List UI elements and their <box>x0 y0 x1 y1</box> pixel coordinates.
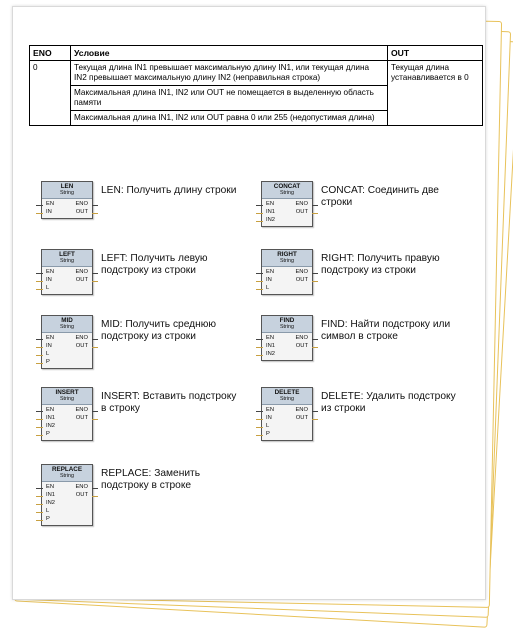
block-header <box>262 250 312 267</box>
output-wire <box>92 213 98 214</box>
condition-cell: Максимальная длина IN1, IN2 или OUT не помещается в выделенную область памяти <box>71 86 388 111</box>
input-wire <box>256 221 263 222</box>
header-out: OUT <box>388 46 483 61</box>
input-pin-label: IN1 <box>266 209 276 215</box>
block-type: String <box>279 190 295 196</box>
output-wire <box>312 205 318 206</box>
function-block <box>261 315 313 361</box>
input-wire <box>36 339 43 340</box>
input-pin-label: IN1 <box>46 415 56 421</box>
output-pin-label: ENO <box>75 335 88 341</box>
output-wire <box>312 419 318 420</box>
table-header-row <box>30 46 483 61</box>
input-pin-label: L <box>46 285 50 291</box>
condition-cell: Максимальная длина IN1, IN2 или OUT равна 0 или 255 (недопустимая длина) <box>71 111 388 126</box>
input-wire <box>36 520 43 521</box>
output-pin-label: ENO <box>295 407 308 413</box>
input-wire <box>36 435 43 436</box>
block-header <box>42 465 92 482</box>
block-name: FIND <box>279 317 295 324</box>
header-eno: ENO <box>30 46 71 61</box>
instruction-description: DELETE: Удалить подстроку из строки <box>321 391 456 414</box>
input-wire <box>256 205 263 206</box>
document-page <box>12 6 486 600</box>
function-block <box>41 387 93 441</box>
output-pin-label: OUT <box>75 209 88 215</box>
block-type: String <box>279 258 295 264</box>
input-wire <box>256 273 263 274</box>
input-pin-label: L <box>46 351 50 357</box>
error-conditions-table <box>29 45 483 126</box>
output-pin-label: OUT <box>75 492 88 498</box>
block-header <box>262 388 312 405</box>
input-pin-label: EN <box>46 335 55 341</box>
instruction-description: RIGHT: Получить правую подстроку из строки <box>321 253 440 276</box>
input-wire <box>256 355 263 356</box>
instruction-description: LEN: Получить длину строки <box>101 185 237 196</box>
input-wire <box>256 281 263 282</box>
input-pin-label: EN <box>266 335 275 341</box>
function-block <box>41 464 93 526</box>
output-pin-label: OUT <box>295 277 308 283</box>
input-wire <box>36 281 43 282</box>
output-wire <box>92 411 98 412</box>
input-pin-label: L <box>266 285 270 291</box>
input-wire <box>36 488 43 489</box>
instruction-description: INSERT: Вставить подстроку в строку <box>101 391 237 414</box>
input-pin-label: IN <box>46 343 52 349</box>
output-wire <box>92 281 98 282</box>
output-pin-label: OUT <box>75 277 88 283</box>
output-wire <box>312 411 318 412</box>
input-wire <box>36 427 43 428</box>
output-wire <box>312 281 318 282</box>
block-name: CONCAT <box>273 183 301 190</box>
input-wire <box>36 289 43 290</box>
input-wire <box>256 339 263 340</box>
input-pin-label: EN <box>46 484 55 490</box>
output-pin-label: ENO <box>295 335 308 341</box>
output-pin-label: OUT <box>295 343 308 349</box>
block-name: INSERT <box>55 389 79 396</box>
output-pin-label: OUT <box>75 415 88 421</box>
input-wire <box>36 419 43 420</box>
input-wire <box>36 347 43 348</box>
block-type: String <box>279 396 295 402</box>
function-block <box>41 249 93 295</box>
input-wire <box>256 427 263 428</box>
block-header <box>42 316 92 333</box>
input-wire <box>36 355 43 356</box>
output-wire <box>92 347 98 348</box>
input-wire <box>256 347 263 348</box>
input-pin-label: EN <box>266 201 275 207</box>
input-pin-label: EN <box>46 269 55 275</box>
function-block <box>41 315 93 369</box>
block-name: RIGHT <box>277 251 297 258</box>
output-pin-label: OUT <box>75 343 88 349</box>
output-wire <box>92 205 98 206</box>
output-pin-label: ENO <box>295 201 308 207</box>
input-pin-label: L <box>266 423 270 429</box>
input-wire <box>36 273 43 274</box>
output-wire <box>312 213 318 214</box>
output-wire <box>92 496 98 497</box>
block-type: String <box>59 258 75 264</box>
input-pin-label: EN <box>266 407 275 413</box>
block-name: DELETE <box>274 389 300 396</box>
function-block <box>261 181 313 227</box>
function-block <box>261 249 313 295</box>
instruction-description: REPLACE: Заменить подстроку в строке <box>101 468 200 491</box>
input-pin-label: P <box>266 431 270 437</box>
input-wire <box>256 435 263 436</box>
header-condition: Условие <box>71 46 388 61</box>
block-type: String <box>59 473 75 479</box>
input-pin-label: EN <box>46 201 55 207</box>
input-pin-label: L <box>46 508 50 514</box>
output-pin-label: ENO <box>75 484 88 490</box>
block-name: LEN <box>60 183 74 190</box>
instruction-description: CONCAT: Соединить две строки <box>321 185 439 208</box>
input-pin-label: IN <box>266 277 272 283</box>
output-pin-label: ENO <box>295 269 308 275</box>
input-pin-label: IN2 <box>46 423 56 429</box>
input-pin-label: IN2 <box>266 351 276 357</box>
input-wire <box>36 512 43 513</box>
input-wire <box>36 363 43 364</box>
condition-cell: Текущая длина IN1 превышает максимальную длину IN1, или текущая длина IN2 превышает максимальную длину IN2 (неправильная строка) <box>71 61 388 86</box>
output-pin-label: ENO <box>75 269 88 275</box>
input-wire <box>36 205 43 206</box>
output-pin-label: OUT <box>295 415 308 421</box>
block-header <box>42 388 92 405</box>
eno-cell: 0 <box>30 61 71 126</box>
block-type: String <box>279 324 295 330</box>
input-pin-label: P <box>46 431 50 437</box>
output-wire <box>312 273 318 274</box>
table-row <box>30 61 483 86</box>
block-header <box>262 182 312 199</box>
input-wire <box>256 213 263 214</box>
block-name: REPLACE <box>51 466 83 473</box>
input-pin-label: IN1 <box>46 492 56 498</box>
input-pin-label: IN <box>46 209 52 215</box>
input-pin-label: P <box>46 516 50 522</box>
instruction-description: FIND: Найти подстроку или символ в строке <box>321 319 451 342</box>
input-pin-label: IN2 <box>266 217 276 223</box>
output-wire <box>312 339 318 340</box>
output-pin-label: ENO <box>75 201 88 207</box>
output-wire <box>92 339 98 340</box>
instruction-description: LEFT: Получить левую подстроку из строки <box>101 253 208 276</box>
input-pin-label: IN <box>46 277 52 283</box>
block-type: String <box>59 324 75 330</box>
output-wire <box>92 488 98 489</box>
input-pin-label: EN <box>46 407 55 413</box>
block-header <box>42 250 92 267</box>
input-pin-label: IN1 <box>266 343 276 349</box>
output-wire <box>312 347 318 348</box>
block-type: String <box>59 396 75 402</box>
block-type: String <box>59 190 75 196</box>
input-wire <box>256 419 263 420</box>
input-pin-label: IN2 <box>46 500 56 506</box>
input-wire <box>36 504 43 505</box>
output-wire <box>92 273 98 274</box>
input-wire <box>256 411 263 412</box>
block-header <box>262 316 312 333</box>
output-pin-label: ENO <box>75 407 88 413</box>
output-wire <box>92 419 98 420</box>
input-pin-label: IN <box>266 415 272 421</box>
input-pin-label: EN <box>266 269 275 275</box>
input-pin-label: P <box>46 359 50 365</box>
block-name: LEFT <box>59 251 75 258</box>
out-cell: Текущая длина устанавливается в 0 <box>388 61 483 126</box>
instruction-description: MID: Получить среднюю подстроку из строки <box>101 319 216 342</box>
output-pin-label: OUT <box>295 209 308 215</box>
function-block <box>41 181 93 219</box>
block-name: MID <box>61 317 73 324</box>
input-wire <box>36 411 43 412</box>
function-block <box>261 387 313 441</box>
input-wire <box>256 289 263 290</box>
block-header <box>42 182 92 199</box>
input-wire <box>36 213 43 214</box>
input-wire <box>36 496 43 497</box>
